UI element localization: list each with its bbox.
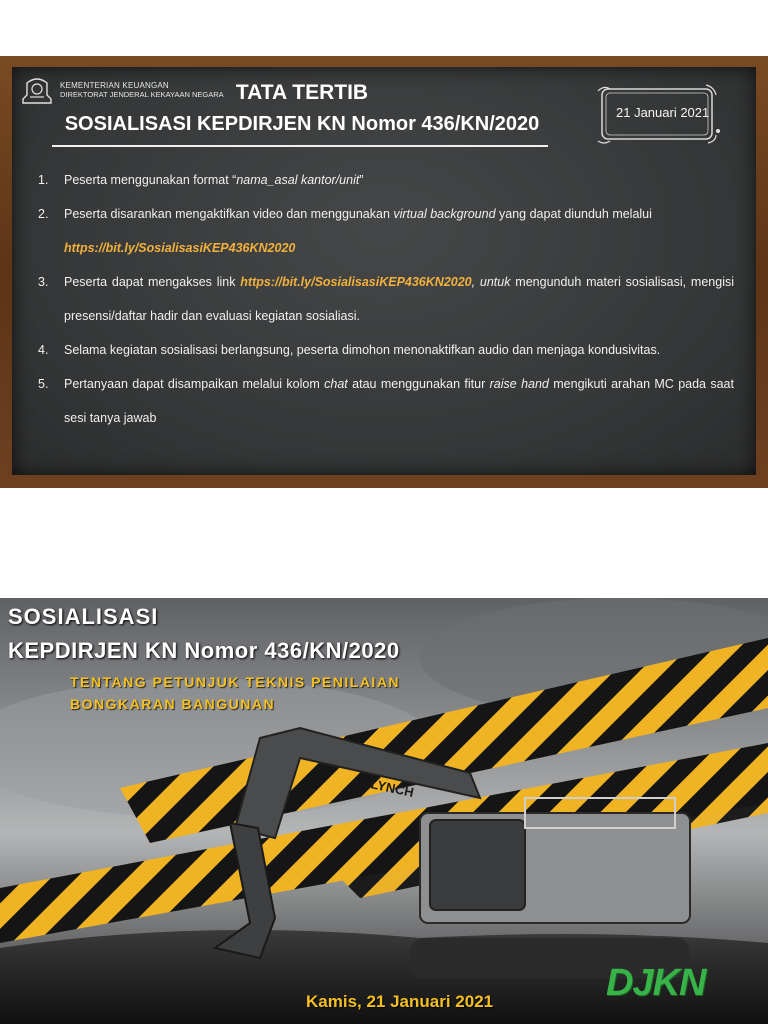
rule-link[interactable]: https://bit.ly/SosialisasiKEP436KN2020	[64, 241, 296, 255]
logo-line-ministry: KEMENTERIAN KEUANGAN	[60, 81, 169, 90]
chalkboard-slide	[0, 56, 768, 488]
rule-number: 4.	[38, 343, 49, 357]
rule-item	[32, 367, 734, 435]
rule-item	[32, 333, 734, 367]
cover-slide	[0, 598, 768, 1024]
rule-item	[32, 265, 734, 333]
rule-item	[32, 163, 734, 197]
rule-emphasis: raise hand	[489, 377, 549, 391]
rule-number: 2.	[38, 207, 49, 221]
rule-text: Peserta menggunakan format “	[64, 173, 237, 187]
rule-text: yang dapat diunduh melalui	[495, 207, 652, 221]
cover-subtitle-line1: TENTANG PETUNJUK TEKNIS PENILAIAN	[70, 674, 401, 690]
rule-text: Peserta disarankan mengaktifkan video dan menggunakan	[64, 207, 394, 221]
rules-list	[32, 163, 734, 435]
rule-text: Peserta dapat mengakses link	[64, 275, 241, 289]
rule-text: Pertanyaan dapat disampaikan melalui kolom	[64, 377, 325, 391]
rule-text: mengunduh materi sosialisasi, mengisi presensi/daftar hadir dan evaluasi kegiatan sosialiasi.	[64, 275, 734, 323]
board-title: TATA TERTIB	[235, 81, 369, 104]
kemenkeu-emblem-icon	[20, 73, 54, 107]
rule-link[interactable]: https://bit.ly/SosialisasiKEP436KN2020	[240, 275, 472, 289]
rule-emphasis: , untuk	[471, 275, 511, 289]
subtitle-underline	[52, 145, 548, 147]
rule-item	[32, 197, 734, 265]
chalkboard	[12, 67, 756, 475]
djkn-logo: DJKN	[606, 962, 706, 1004]
logo-line-directorate: DIREKTORAT JENDERAL KEKAYAAN NEGARA	[60, 90, 224, 99]
cover-title: SOSIALISASI	[8, 604, 159, 629]
cover-decree-title: KEPDIRJEN KN Nomor 436/KN/2020	[8, 638, 400, 663]
rule-number: 3.	[38, 275, 49, 289]
rule-emphasis: chat	[324, 377, 348, 391]
rule-text: Selama kegiatan sosialisasi berlangsung, peserta dimohon menonaktifkan audio dan menjaga kondusivitas.	[64, 343, 661, 357]
cover-subtitle-line2: BONGKARAN BANGUNAN	[70, 696, 276, 712]
board-subtitle: SOSIALISASI KEPDIRJEN KN Nomor 436/KN/2020	[64, 113, 540, 135]
excavator-brand: LYNCH	[369, 776, 416, 800]
rule-text: atau menggunakan fitur	[347, 377, 490, 391]
rule-number: 1.	[38, 173, 49, 187]
rule-text: ”	[359, 173, 364, 187]
rule-text: mengikuti arahan MC pada saat sesi tanya jawab	[64, 377, 734, 425]
rule-number: 5.	[38, 377, 49, 391]
rule-emphasis: nama_asal kantor/unit	[236, 173, 360, 187]
cover-date: Kamis, 21 Januari 2021	[306, 992, 494, 1011]
board-date: 21 Januari 2021	[616, 105, 710, 120]
rule-emphasis: virtual background	[393, 207, 496, 221]
